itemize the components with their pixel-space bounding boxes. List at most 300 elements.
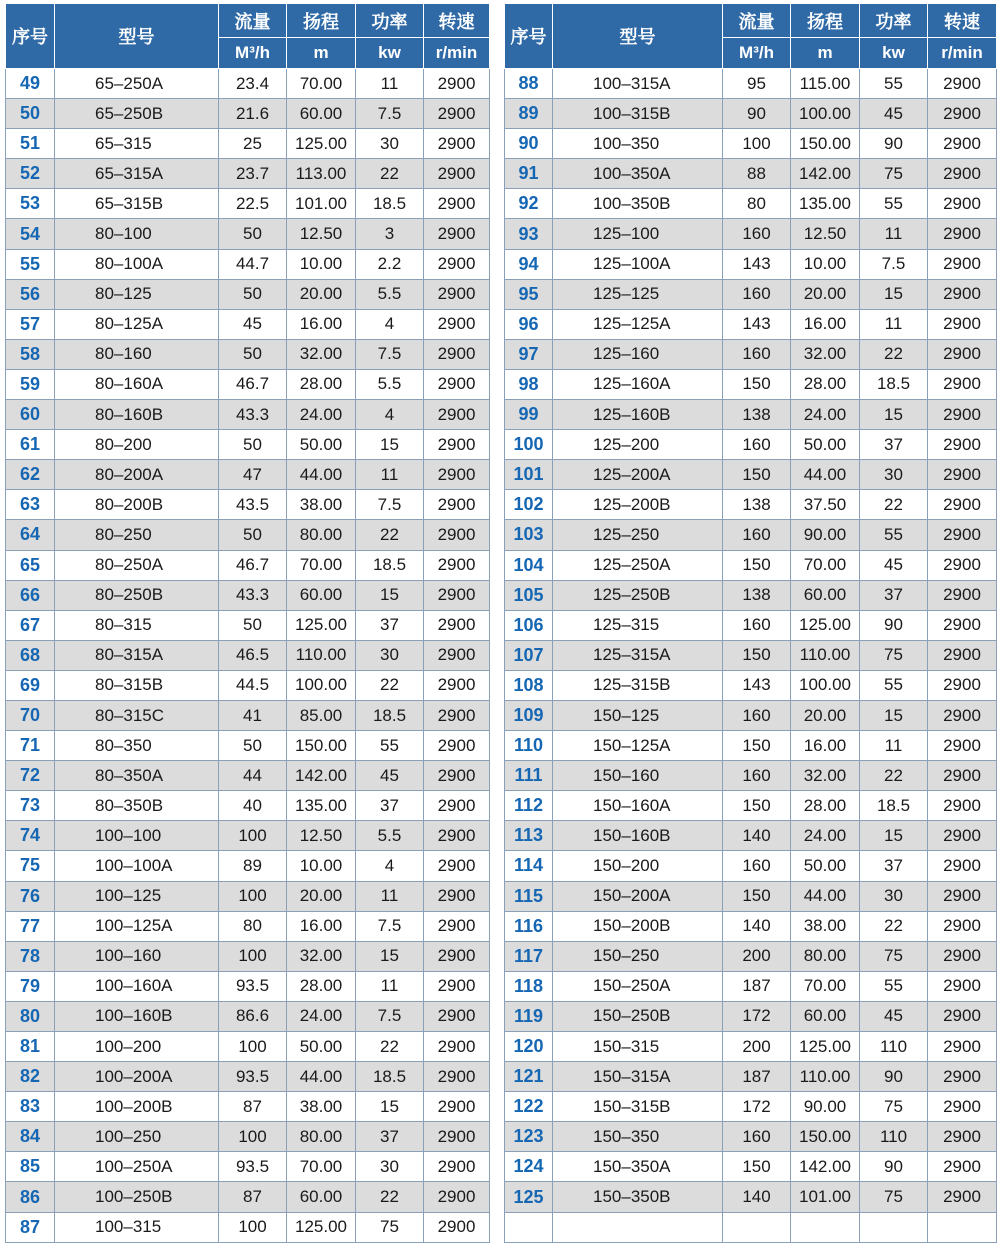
cell-head: 60.00 <box>287 1182 356 1212</box>
cell-speed: 2900 <box>928 1032 997 1062</box>
cell-speed: 2900 <box>424 1152 490 1182</box>
cell-model: 150–250 <box>553 941 723 971</box>
cell-power: 18.5 <box>860 791 928 821</box>
cell-flow: 44.5 <box>219 670 287 700</box>
cell-head: 125.00 <box>287 610 356 640</box>
table-row <box>6 1182 490 1212</box>
cell-power: 2.2 <box>356 249 424 279</box>
table-row <box>505 520 997 550</box>
cell-speed: 2900 <box>424 941 490 971</box>
cell-head: 101.00 <box>287 189 356 219</box>
cell-model: 150–125 <box>553 700 723 730</box>
cell-flow: 93.5 <box>219 1152 287 1182</box>
cell-no: 109 <box>505 700 553 730</box>
header-head-unit: m <box>287 38 356 69</box>
cell-model: 80–250B <box>55 580 219 610</box>
cell-model: 125–200A <box>553 460 723 490</box>
cell-no: 114 <box>505 851 553 881</box>
cell-no: 76 <box>6 881 55 911</box>
cell-head: 32.00 <box>287 941 356 971</box>
cell-power: 7.5 <box>860 249 928 279</box>
table-row <box>505 1001 997 1031</box>
cell-speed: 2900 <box>424 400 490 430</box>
cell-flow: 160 <box>723 219 791 249</box>
cell-flow: 50 <box>219 339 287 369</box>
cell-no: 122 <box>505 1092 553 1122</box>
table-row <box>6 460 490 490</box>
cell-speed <box>928 1212 997 1242</box>
table-row <box>505 791 997 821</box>
cell-speed: 2900 <box>928 249 997 279</box>
header-power: 功率 <box>356 4 424 38</box>
cell-speed: 2900 <box>928 550 997 580</box>
cell-head: 100.00 <box>287 670 356 700</box>
cell-power: 37 <box>356 791 424 821</box>
cell-power: 18.5 <box>860 369 928 399</box>
cell-model: 150–250B <box>553 1001 723 1031</box>
cell-no: 67 <box>6 610 55 640</box>
cell-no: 85 <box>6 1152 55 1182</box>
cell-flow: 100 <box>219 881 287 911</box>
cell-speed: 2900 <box>424 1062 490 1092</box>
cell-speed: 2900 <box>928 189 997 219</box>
cell-head: 16.00 <box>791 731 860 761</box>
cell-head: 38.00 <box>287 1092 356 1122</box>
cell-flow: 41 <box>219 700 287 730</box>
cell-model: 150–200B <box>553 911 723 941</box>
cell-no: 68 <box>6 640 55 670</box>
cell-head: 100.00 <box>791 99 860 129</box>
cell-flow: 160 <box>723 279 791 309</box>
cell-power: 15 <box>356 580 424 610</box>
table-row <box>505 129 997 159</box>
cell-flow: 187 <box>723 971 791 1001</box>
table-row <box>505 159 997 189</box>
cell-speed: 2900 <box>928 610 997 640</box>
cell-head: 10.00 <box>287 851 356 881</box>
cell-model: 80–315C <box>55 700 219 730</box>
cell-speed: 2900 <box>928 881 997 911</box>
cell-power: 90 <box>860 129 928 159</box>
cell-model: 125–250 <box>553 520 723 550</box>
cell-model: 100–125A <box>55 911 219 941</box>
cell-power: 30 <box>860 460 928 490</box>
cell-no: 106 <box>505 610 553 640</box>
cell-no: 100 <box>505 430 553 460</box>
cell-power: 7.5 <box>356 339 424 369</box>
cell-model: 100–160A <box>55 971 219 1001</box>
cell-speed: 2900 <box>928 700 997 730</box>
table-row <box>6 821 490 851</box>
cell-head: 12.50 <box>287 219 356 249</box>
cell-no: 102 <box>505 490 553 520</box>
cell-power: 55 <box>860 971 928 1001</box>
table-row <box>6 550 490 580</box>
table-row <box>505 550 997 580</box>
cell-flow: 150 <box>723 731 791 761</box>
cell-head: 125.00 <box>287 129 356 159</box>
cell-power <box>860 1212 928 1242</box>
cell-model: 80–350A <box>55 761 219 791</box>
table-row <box>505 339 997 369</box>
cell-speed: 2900 <box>928 670 997 700</box>
cell-power: 75 <box>860 941 928 971</box>
cell-model: 150–200 <box>553 851 723 881</box>
cell-head: 44.00 <box>287 1062 356 1092</box>
cell-head <box>791 1212 860 1242</box>
cell-head: 32.00 <box>791 761 860 791</box>
table-row <box>6 339 490 369</box>
cell-model: 150–250A <box>553 971 723 1001</box>
cell-power: 90 <box>860 1152 928 1182</box>
cell-power: 3 <box>356 219 424 249</box>
cell-speed: 2900 <box>928 851 997 881</box>
cell-head: 90.00 <box>791 1092 860 1122</box>
cell-head: 10.00 <box>287 249 356 279</box>
cell-flow: 89 <box>219 851 287 881</box>
cell-power: 15 <box>860 821 928 851</box>
table-row <box>505 1182 997 1212</box>
table-row <box>505 69 997 99</box>
cell-flow: 200 <box>723 941 791 971</box>
cell-no: 52 <box>6 159 55 189</box>
cell-model: 125–100A <box>553 249 723 279</box>
cell-flow: 93.5 <box>219 1062 287 1092</box>
cell-flow: 40 <box>219 791 287 821</box>
cell-no: 87 <box>6 1212 55 1242</box>
cell-model: 80–100A <box>55 249 219 279</box>
cell-no: 78 <box>6 941 55 971</box>
cell-power: 75 <box>860 159 928 189</box>
cell-flow: 44 <box>219 761 287 791</box>
cell-head: 125.00 <box>791 610 860 640</box>
cell-flow: 150 <box>723 1152 791 1182</box>
cell-power: 5.5 <box>356 279 424 309</box>
cell-speed: 2900 <box>928 219 997 249</box>
table-row <box>6 911 490 941</box>
cell-speed: 2900 <box>424 550 490 580</box>
cell-power: 110 <box>860 1122 928 1152</box>
cell-no: 66 <box>6 580 55 610</box>
cell-model: 100–100A <box>55 851 219 881</box>
table-row <box>505 580 997 610</box>
cell-model: 150–160A <box>553 791 723 821</box>
cell-model: 100–350A <box>553 159 723 189</box>
cell-power: 22 <box>860 490 928 520</box>
cell-flow: 172 <box>723 1001 791 1031</box>
cell-model: 100–315B <box>553 99 723 129</box>
cell-flow: 46.7 <box>219 369 287 399</box>
cell-power: 30 <box>356 1152 424 1182</box>
cell-power: 22 <box>860 761 928 791</box>
cell-no: 104 <box>505 550 553 580</box>
table-row <box>6 700 490 730</box>
table-row <box>6 1062 490 1092</box>
cell-flow: 21.6 <box>219 99 287 129</box>
cell-speed: 2900 <box>928 1152 997 1182</box>
table-row <box>6 1122 490 1152</box>
cell-no: 123 <box>505 1122 553 1152</box>
table-row <box>505 911 997 941</box>
cell-speed: 2900 <box>928 129 997 159</box>
cell-no: 80 <box>6 1001 55 1031</box>
cell-no: 75 <box>6 851 55 881</box>
table-body-left <box>6 69 490 1243</box>
pump-spec-table-left <box>5 3 490 1243</box>
cell-model: 100–315 <box>55 1212 219 1242</box>
table-row <box>6 670 490 700</box>
cell-model: 150–350A <box>553 1152 723 1182</box>
cell-no: 90 <box>505 129 553 159</box>
table-row <box>6 791 490 821</box>
table-row <box>505 430 997 460</box>
cell-power: 7.5 <box>356 1001 424 1031</box>
table-row <box>6 640 490 670</box>
cell-no <box>505 1212 553 1242</box>
cell-power: 11 <box>860 219 928 249</box>
cell-no: 57 <box>6 309 55 339</box>
cell-flow: 50 <box>219 219 287 249</box>
cell-model: 80–350 <box>55 731 219 761</box>
cell-speed: 2900 <box>928 911 997 941</box>
table-row <box>6 1001 490 1031</box>
table-row <box>505 99 997 129</box>
cell-head: 142.00 <box>287 761 356 791</box>
cell-model: 80–200 <box>55 430 219 460</box>
cell-power: 7.5 <box>356 911 424 941</box>
cell-no: 79 <box>6 971 55 1001</box>
cell-flow: 160 <box>723 520 791 550</box>
cell-no: 116 <box>505 911 553 941</box>
cell-model: 65–315B <box>55 189 219 219</box>
cell-speed: 2900 <box>424 731 490 761</box>
cell-no: 50 <box>6 99 55 129</box>
cell-speed: 2900 <box>424 1032 490 1062</box>
cell-flow: 150 <box>723 640 791 670</box>
cell-power: 45 <box>356 761 424 791</box>
cell-power: 5.5 <box>356 821 424 851</box>
cell-model: 100–160B <box>55 1001 219 1031</box>
cell-no: 103 <box>505 520 553 550</box>
cell-head: 20.00 <box>287 881 356 911</box>
header-model: 型号 <box>553 4 723 69</box>
cell-speed: 2900 <box>928 1001 997 1031</box>
cell-power: 22 <box>356 520 424 550</box>
table-row <box>6 580 490 610</box>
cell-speed: 2900 <box>928 490 997 520</box>
cell-power: 55 <box>860 670 928 700</box>
cell-speed: 2900 <box>424 1182 490 1212</box>
cell-no: 119 <box>505 1001 553 1031</box>
cell-head: 80.00 <box>287 1122 356 1152</box>
cell-flow: 50 <box>219 520 287 550</box>
cell-speed: 2900 <box>424 911 490 941</box>
header-flow: 流量 <box>723 4 791 38</box>
cell-model: 125–100 <box>553 219 723 249</box>
cell-power: 30 <box>356 129 424 159</box>
cell-speed: 2900 <box>424 971 490 1001</box>
cell-model: 80–315B <box>55 670 219 700</box>
cell-head: 44.00 <box>791 460 860 490</box>
cell-model: 125–250B <box>553 580 723 610</box>
cell-speed: 2900 <box>424 430 490 460</box>
cell-head: 24.00 <box>791 400 860 430</box>
cell-flow: 100 <box>219 941 287 971</box>
cell-head: 37.50 <box>791 490 860 520</box>
cell-no: 81 <box>6 1032 55 1062</box>
cell-power: 7.5 <box>356 99 424 129</box>
cell-no: 82 <box>6 1062 55 1092</box>
header-speed: 转速 <box>928 4 997 38</box>
cell-head: 150.00 <box>791 129 860 159</box>
cell-no: 110 <box>505 731 553 761</box>
cell-flow: 87 <box>219 1092 287 1122</box>
cell-model: 100–160 <box>55 941 219 971</box>
cell-speed: 2900 <box>424 520 490 550</box>
cell-no: 115 <box>505 881 553 911</box>
cell-model: 150–200A <box>553 881 723 911</box>
cell-model: 100–200B <box>55 1092 219 1122</box>
table-row <box>6 851 490 881</box>
cell-model: 80–200B <box>55 490 219 520</box>
cell-no: 54 <box>6 219 55 249</box>
cell-model: 100–350 <box>553 129 723 159</box>
cell-flow: 140 <box>723 821 791 851</box>
header-flow-unit: M³/h <box>219 38 287 69</box>
cell-model: 125–315 <box>553 610 723 640</box>
table-row <box>6 369 490 399</box>
cell-head: 12.50 <box>287 821 356 851</box>
cell-no: 89 <box>505 99 553 129</box>
cell-model: 80–125A <box>55 309 219 339</box>
cell-speed: 2900 <box>928 460 997 490</box>
cell-power: 15 <box>356 941 424 971</box>
cell-speed: 2900 <box>424 881 490 911</box>
cell-speed: 2900 <box>424 490 490 520</box>
cell-power: 75 <box>356 1212 424 1242</box>
cell-power: 11 <box>356 971 424 1001</box>
cell-no: 55 <box>6 249 55 279</box>
table-row <box>505 1092 997 1122</box>
cell-flow: 187 <box>723 1062 791 1092</box>
cell-speed: 2900 <box>424 129 490 159</box>
cell-flow: 43.3 <box>219 580 287 610</box>
cell-no: 61 <box>6 430 55 460</box>
table-row <box>6 1152 490 1182</box>
cell-no: 107 <box>505 640 553 670</box>
cell-speed: 2900 <box>424 309 490 339</box>
cell-flow: 140 <box>723 1182 791 1212</box>
cell-model: 80–160B <box>55 400 219 430</box>
cell-head: 80.00 <box>791 941 860 971</box>
cell-no: 60 <box>6 400 55 430</box>
cell-flow: 23.7 <box>219 159 287 189</box>
cell-head: 60.00 <box>287 580 356 610</box>
cell-power: 110 <box>860 1032 928 1062</box>
cell-head: 125.00 <box>791 1032 860 1062</box>
cell-no: 49 <box>6 69 55 99</box>
cell-power: 22 <box>356 1182 424 1212</box>
cell-flow: 25 <box>219 129 287 159</box>
cell-model: 125–125A <box>553 309 723 339</box>
table-row <box>6 1092 490 1122</box>
table-row <box>6 610 490 640</box>
cell-no: 59 <box>6 369 55 399</box>
cell-head: 142.00 <box>791 159 860 189</box>
cell-power: 45 <box>860 550 928 580</box>
cell-flow: 100 <box>219 1032 287 1062</box>
cell-no: 74 <box>6 821 55 851</box>
cell-no: 125 <box>505 1182 553 1212</box>
cell-no: 62 <box>6 460 55 490</box>
cell-model: 100–200A <box>55 1062 219 1092</box>
cell-speed: 2900 <box>424 369 490 399</box>
cell-model: 125–160A <box>553 369 723 399</box>
table-row <box>6 490 490 520</box>
cell-speed: 2900 <box>928 1062 997 1092</box>
cell-model: 80–315 <box>55 610 219 640</box>
cell-power: 55 <box>356 731 424 761</box>
cell-head: 125.00 <box>287 1212 356 1242</box>
cell-head: 70.00 <box>287 550 356 580</box>
cell-no: 120 <box>505 1032 553 1062</box>
header-no: 序号 <box>505 4 553 69</box>
cell-flow: 143 <box>723 670 791 700</box>
cell-speed: 2900 <box>928 791 997 821</box>
header-speed-unit: r/min <box>928 38 997 69</box>
cell-head: 70.00 <box>287 69 356 99</box>
table-row <box>505 640 997 670</box>
cell-no: 92 <box>505 189 553 219</box>
cell-flow: 45 <box>219 309 287 339</box>
cell-no: 70 <box>6 700 55 730</box>
cell-power: 11 <box>356 881 424 911</box>
cell-head: 24.00 <box>287 400 356 430</box>
table-row <box>6 189 490 219</box>
cell-flow: 143 <box>723 309 791 339</box>
cell-head: 28.00 <box>287 971 356 1001</box>
cell-model: 100–200 <box>55 1032 219 1062</box>
cell-power: 75 <box>860 1092 928 1122</box>
cell-flow: 160 <box>723 700 791 730</box>
cell-no: 118 <box>505 971 553 1001</box>
table-row <box>6 129 490 159</box>
cell-speed: 2900 <box>928 69 997 99</box>
cell-flow: 46.7 <box>219 550 287 580</box>
cell-no: 71 <box>6 731 55 761</box>
cell-flow: 46.5 <box>219 640 287 670</box>
cell-power: 22 <box>860 339 928 369</box>
cell-speed: 2900 <box>928 99 997 129</box>
table-row <box>6 430 490 460</box>
cell-head: 115.00 <box>791 69 860 99</box>
cell-flow: 150 <box>723 460 791 490</box>
cell-speed: 2900 <box>424 580 490 610</box>
cell-flow: 87 <box>219 1182 287 1212</box>
cell-flow: 47 <box>219 460 287 490</box>
cell-head: 20.00 <box>791 700 860 730</box>
cell-speed: 2900 <box>928 430 997 460</box>
header-head: 扬程 <box>791 4 860 38</box>
cell-flow: 90 <box>723 99 791 129</box>
cell-model: 80–125 <box>55 279 219 309</box>
cell-speed: 2900 <box>928 520 997 550</box>
cell-flow: 150 <box>723 550 791 580</box>
cell-head: 70.00 <box>791 971 860 1001</box>
cell-no: 77 <box>6 911 55 941</box>
cell-flow: 50 <box>219 731 287 761</box>
cell-head: 110.00 <box>791 1062 860 1092</box>
